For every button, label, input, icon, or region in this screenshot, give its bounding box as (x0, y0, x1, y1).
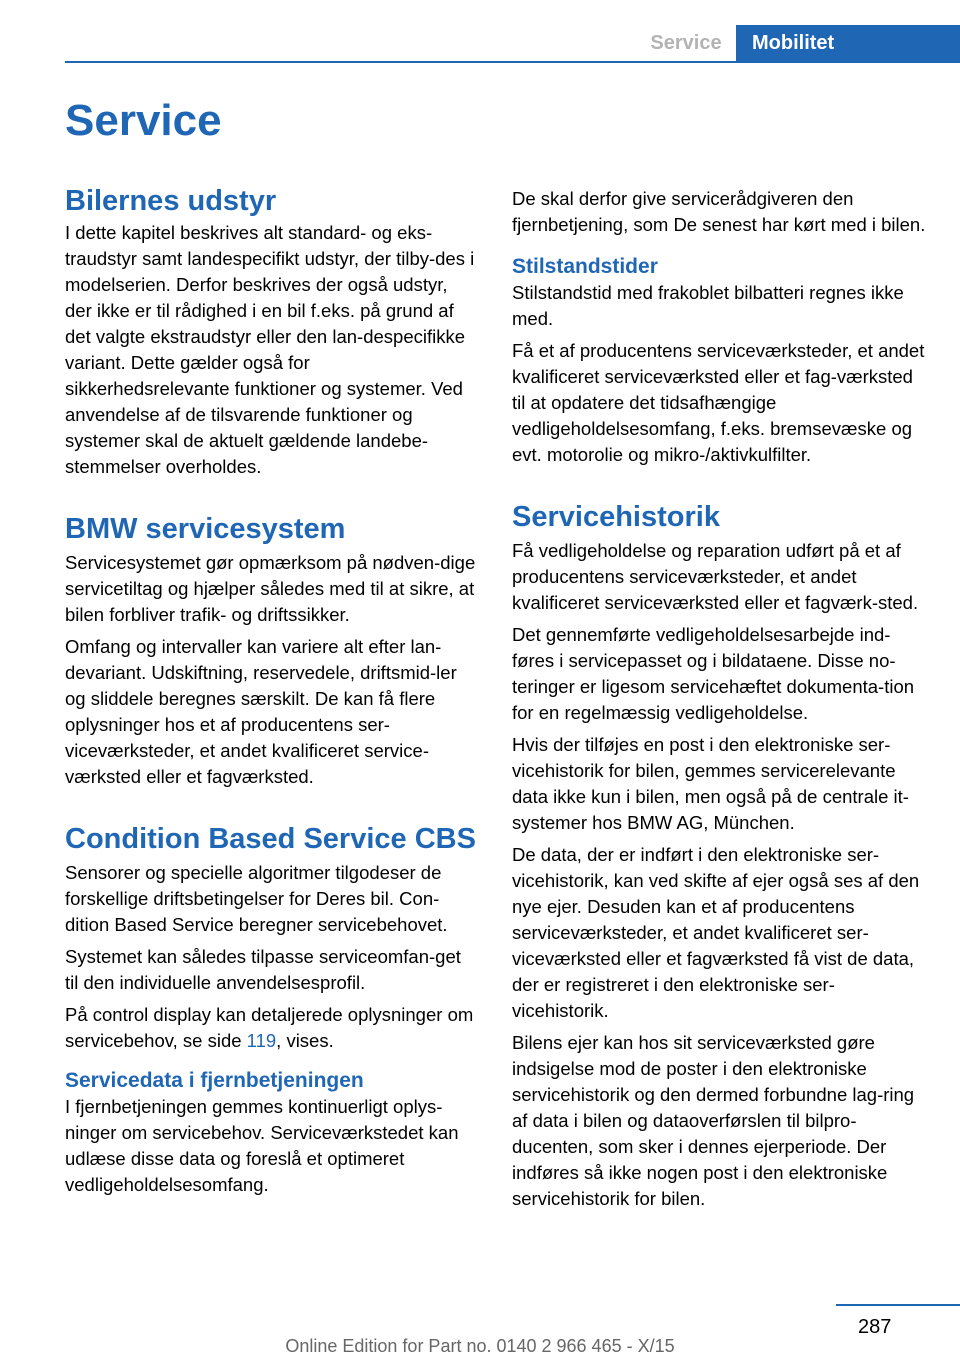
paragraph: Det gennemførte vedligeholdelsesarbejde ind-føres i servicepasset og i bildataene. Disse no-teringer er ligesom servicehæftet dokumenta-tion for en regelmæssig vedligeholdelse. (512, 624, 915, 723)
paragraph: I fjernbetjeningen gemmes kontinuerligt oplys-ninger om servicebehov. Serviceværkstedet kan udlæse disse data og foreslå et optimeret vedligeholdelsesomfang. (65, 1096, 459, 1195)
page-number: 287 (858, 1316, 892, 1338)
paragraph: Sensorer og specielle algoritmer tilgodeser de forskellige driftsbetingelser for Deres bil. Con-dition Based Service beregner servicebehovet. (65, 862, 448, 935)
section-title-bmw-servicesystem: BMW servicesystem (65, 513, 346, 545)
page-link[interactable]: 119 (246, 1030, 277, 1051)
paragraph (65, 1002, 479, 1054)
chapter-tab: Mobilitet (736, 25, 960, 62)
paragraph: Stilstandstid med frakoblet bilbatteri regnes ikke med. (512, 282, 904, 329)
left-column (65, 186, 479, 1204)
section-tab: Service (650, 32, 722, 54)
paragraph: Få vedligeholdelse og reparation udført på et af producentens serviceværksteder, et andet kvalificeret serviceværksted eller et fagværk-sted. (512, 540, 919, 613)
paragraph: Få et af producentens serviceværksteder, et andet kvalificeret serviceværksted eller et fag-værksted til at opdatere det tidsafhængige vedligeholdelsesomfang, f.eks. bremsevæske og evt. motorolie og mikro-/aktivkulfilter. (512, 340, 925, 465)
header-rule (65, 61, 960, 63)
page-title: Service (65, 96, 222, 145)
paragraph: De data, der er indført i den elektroniske ser-vicehistorik, kan ved skifte af ejer også ses af den nye ejer. Desuden kan et af producentens serviceværksteder, et andet kvalificeret ser-viceværksted eller et fagværksted få vist de data, der er registreret i den elektroniske ser-vicehistorik. (512, 844, 920, 1021)
text: På control display kan detaljerede oplysninger om servicebehov, se side (65, 1004, 474, 1051)
section-title-cbs: Condition Based Service CBS (65, 823, 476, 855)
paragraph: Systemet kan således tilpasse serviceomfan-get til den individuelle anvendelsesprofil. (65, 946, 461, 993)
subsection-title-stilstandstider: Stilstandstider (512, 255, 658, 278)
footer-edition: Online Edition for Part no. 0140 2 966 465 - X/15 (285, 1336, 675, 1356)
paragraph: De skal derfor give servicerådgiveren den fjernbetjening, som De senest har kørt med i bilen. (512, 188, 926, 235)
paragraph: Servicesystemet gør opmærksom på nødven-dige servicetiltag og hjælper således med til at sikre, at bilen forbliver trafik- og driftssikker. (65, 552, 476, 625)
paragraph: Omfang og intervaller kan variere alt efter lan-devariant. Udskiftning, reservedele, driftsmid-ler og sliddele beregnes særskilt. De kan få flere oplysninger hos et af producentens ser-viceværksteder, et andet kvalificeret service-værksted eller et fagværksted. (65, 636, 457, 787)
footer-rule (836, 1304, 960, 1306)
text: , vises. (276, 1030, 334, 1051)
section-title-servicehistorik: Servicehistorik (512, 501, 720, 533)
page-header (636, 25, 960, 62)
subsection-title-servicedata: Servicedata i fjernbetjeningen (65, 1069, 364, 1092)
section-title-bilernes-udstyr: Bilernes udstyr (65, 185, 277, 217)
paragraph: Hvis der tilføjes en post i den elektroniske ser-vicehistorik for bilen, gemmes servicerelevante data ikke kun i bilen, men også på de centrale it-systemer hos BMW AG, München. (512, 734, 909, 833)
paragraph: Bilens ejer kan hos sit serviceværksted gøre indsigelse mod de poster i den elektroniske servicehistorik og den dermed forbundne lag-ring af data i bilen og dataoverførslen til bilpro-ducenten, som sker i dennes ejerperiode. Der indføres så ikke nogen post i den elektroniske servicehistorik for bilen. (512, 1032, 915, 1209)
right-column (512, 186, 926, 1218)
paragraph: I dette kapitel beskrives alt standard- og eks-traudstyr samt landespecifikt udstyr, der tilby-des i modelserien. Derfor beskrives der også udstyr, der ikke er til rådighed i en bil f.eks. på grund af det valgte ekstraudstyr eller den lan-despecifikke variant. Dette gælder også for sikkerhedsrelevante funktioner og systemer. Ved anvendelse af de tilsvarende funktioner og systemer skal de aktuelt gældende landebe-stemmelser overholdes. (65, 222, 475, 477)
